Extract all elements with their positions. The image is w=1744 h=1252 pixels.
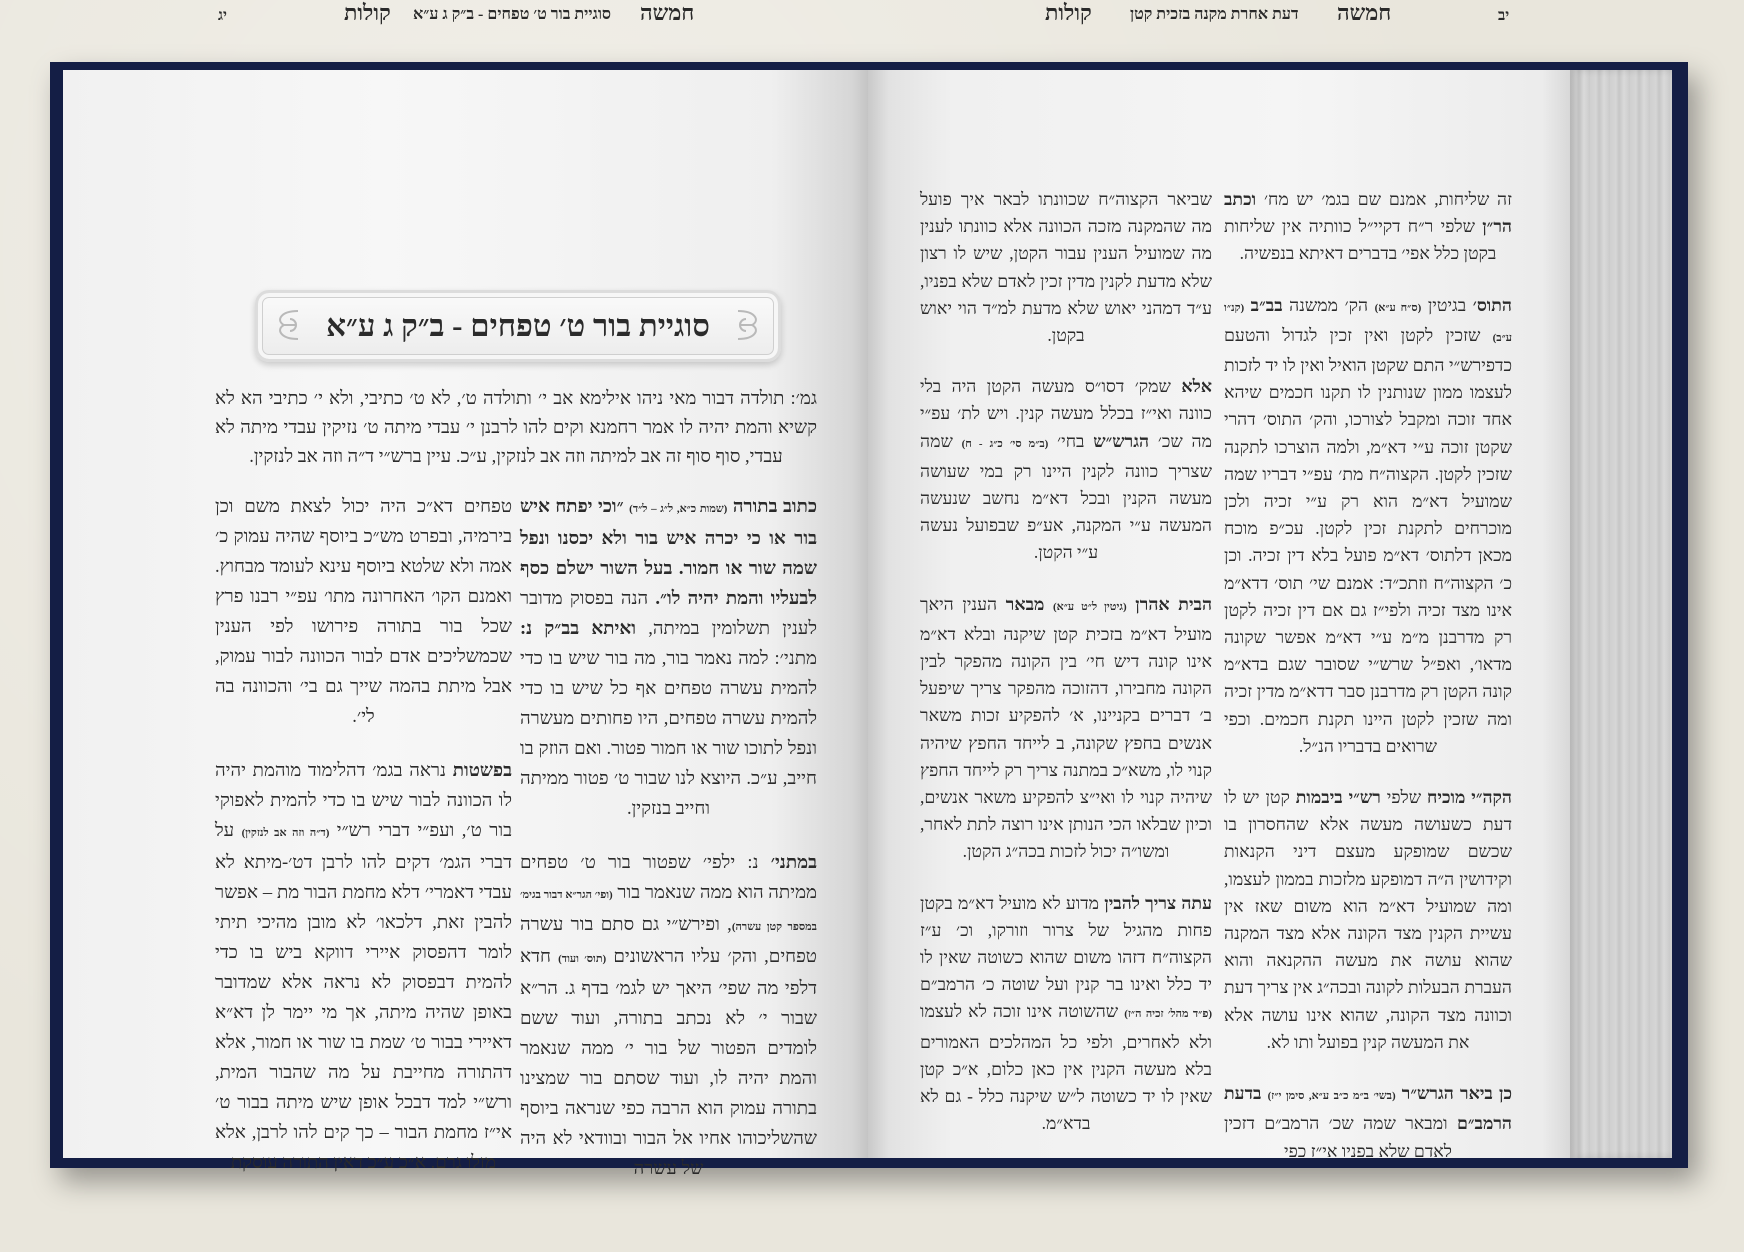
source-reference: (בשי׳ ב״מ כ״ב ע״א, סימן י״ז): [1267, 1090, 1396, 1103]
right-page-left-column: [920, 186, 1213, 1134]
body-text: שמה שצריך כוונה לקנין היינו רק במי שעושה מעשה הקנין ובכל דא״מ נחשב שנעשה המעשה ע״י המקנה, אע״פ שבפועל נעשה ע״י הקטן.: [920, 430, 1212, 563]
body-text: שהשוטה אינו זוכה לא לעצמו ולא לאחרים, ולפי כל המהלכים האמורים בלא מעשה הקנין אין כאן כלום, א״כ קטן שאין לו יד כשוטה ל״ש שיקנה כלל - גם לא בדא״מ.: [920, 1001, 1212, 1134]
section-title: סוגיית בור ט׳ טפחים - ב״ק ג ע״א: [326, 308, 710, 343]
bold-lead-text: בפשטות: [452, 761, 512, 781]
gemara-intro: גמ׳: תולדה דבור מאי ניהו אילימא אב י׳ ותולדה ט׳, לא ט׳ כתיבי, ולא י׳ כתיבי הא לא קשיא והמת יהיה לו אמר רחמנא וקים להו לרבנן י׳ עבדי מיתה ט׳ נזיקין עבדי מיתה לא עבדי, סוף סוף זה אב למיתה וזה אב לנזקין, ע״כ. עיין ברש״י ד״ה וזה אב לנזקין.: [215, 389, 817, 467]
body-text: הק׳ ממשנה: [1282, 294, 1375, 315]
page-number: יב: [1498, 8, 1510, 24]
bold-lead-text: במתני׳: [770, 853, 817, 873]
body-text: נראה בגמ׳ דהלימוד מוהמת יהיה לו הכוונה לבור שיש בו כדי להמית לאפוקי בור ט׳, ועפ״י דברי רש״י: [215, 761, 512, 841]
body-text: קטן יש לו דעת כשעושה מעשה אלא שהחסרון בו שכשם שמופקע מעצם דיני הקנאות וקידושין ה״ה דמופקע מלזכות בממון לעצמו, ומה שמועיל דא״מ הוא משום שאז אין עשיית הקנין מצד הקונה אלא מצד המקנה שהוא עושה את מעשה ההקנאה והוא העברת הבעלות לקונה ובכה״ג אין צריך דעת וכוונה מצד הקונה, שהוא אינו עושה אלא את המעשה קנין בפועל ותו לא.: [1224, 787, 1512, 1052]
paragraph: [520, 492, 817, 824]
bold-lead-text: בב״ב: [1250, 294, 1283, 315]
ornament-icon: [270, 307, 304, 343]
source-reference: (ב״מ סי׳ כ״ג - ח): [961, 437, 1049, 450]
paragraph: [920, 591, 1212, 866]
body-text: חדא דלפי מה שפי׳ היאך יש לגמ׳ בדף ג. הר״א שבור י׳ לא נכתב בתורה, ועוד ששם לומדים הפטור של בור י׳ ממה שנאמר והמת יהיה לו, ועוד שסתם בור שמצינו בתורה עמוק הוא הרבה כפי שנראה ביוסף שהשליכוהו אחיו אל הבור ובוודאי לא היה של עשרה: [520, 947, 817, 1179]
right-page-right-column: [1224, 186, 1512, 1161]
bold-lead-text: ואיתא בב״ק נ:: [520, 619, 637, 639]
page-edges: [1570, 70, 1672, 1158]
bold-lead-text: בדעת הרמב״ם: [1224, 1083, 1512, 1134]
paragraph: [920, 373, 1212, 566]
bold-lead-text: כן ביאר הגרש״ר: [1401, 1083, 1512, 1104]
source-reference: (קנ״ו ע״ב): [1224, 301, 1512, 344]
body-text: שמק׳ דסו״ס מעשה הקטן היה בלי כוונה ואי״ז בכלל מעשה קנין. ויש לת׳ עפ״י מה שכ׳: [920, 376, 1212, 451]
body-text: בחי׳: [1048, 430, 1094, 451]
source-reference: (גיטין ל״ט ע״א): [1053, 600, 1127, 613]
bold-lead-text: הקה״י מוכיח: [1427, 787, 1512, 808]
body-text: ומבאר שמה שכ׳ הרמב״ם דזכין לאדם שלא בפניו אי״ז כפי: [1224, 1113, 1457, 1161]
body-text: מתני׳: למה נאמר בור, מה בור שיש בו כדי להמית עשרה טפחים אף כל שיש בו כדי להמית עשרה טפחים, היו פחותים מעשרה ונפל לתוכו שור או חמור פטור. ואם הוזק בו חייב, ע״כ. היוצא לנו שבור ט׳ פטור ממיתה וחייב בנזקין.: [520, 649, 817, 819]
body-text: טפחים דא״כ היה יכול לצאת משם וכן בירמיה, ובפרט מש״כ ביוסף שהיה עמוק כ׳ אמה ולא שלטא ביוסף עינא לעומד מבחוץ. ואמנם הקו׳ האחרונה מתו׳ עפ״י רבנו פרץ שכל בור בתורה פירושו לפי הענין שכמשליכים אדם לבור הכוונה לבור עמוק, אבל מיתת בהמה שייך גם בי׳ והכוונה בה לי׳.: [215, 497, 512, 727]
series-title: קולות: [344, 0, 391, 25]
body-text: שזכין לקטן ואין זכין לגדול והטעם כדפירש״י התם שקטן הואיל ואין לו יד לזכות לעצמו ממון שנותנין לו תקנו חכמים שיהא אחד זוכה ומקבל לצורכו, והק׳ התוס׳ דהרי שקטן זוכה ע״י דא״מ, ולמה הוצרכו לתקנה שזכין לקטן. הקצוה״ח מת׳ עפ״י דבריו שמה שמועיל דא״מ הוא רק ע״י זכיה ולכן מוכרחים לתקנת זכין לקטן. עכ״פ מוכח מכאן דלתוס׳ דא״מ פועל בלא דין זכיה. וכן כ׳ הקצוה״ח וזתכ״ד: אמנם שי׳ תוס׳ דדא״מ אינו מצד זכיה ולפי״ז גם אם דין זכיה לקטן רק מדרבנן מ״מ ע״י דא״מ אפשר שקונה מדאו׳, ואפ״ל שרש״י שסובר שגם בדא״מ קונה הקטן רק מדרבנן סבר דדא״מ מדין זכיה ומה שזכין לקטן היינו תקנת חכמים. וכפי שרואים בדבריו הנ״ל.: [1224, 324, 1512, 756]
paragraph: [920, 890, 1212, 1138]
source-reference: (ד״ה וזה אב לנזקין): [241, 827, 330, 839]
page-number: יג: [218, 8, 227, 24]
paragraph: [520, 848, 817, 1184]
body-text: נ: ילפי׳ שפטור בור ט׳ טפחים ממיתה הוא ממה שנאמר בור: [520, 853, 817, 903]
body-text: שלפי: [1380, 787, 1427, 808]
left-page-right-column: [520, 492, 818, 1179]
source-reference: (פ״ד מהל׳ זכיה ה״ז): [1124, 1008, 1212, 1021]
body-text: הענין היאך מועיל דא״מ בזכית קטן שיקנה ובלא דא״מ אינו קונה דיש חי׳ בין הקונה מהפקר לבין הקונה מחבירו, דהזוכה מהפקר צריך שיפעל ב׳ דברים בקניינו, א׳ להפקיע זכות משאר אנשים בחפץ שקונה, ב לייחד החפץ שיהיה קנוי לו, משא״כ במתנה צריך רק לייחד החפץ שיהיה קנוי לו ואי״צ להפקיע משאר אנשים, וכיון שבלאו הכי הנותן אינו רוצה לתת לאחר, ומשו״ה יכול לזכות בכה״ג הקטן.: [920, 593, 1212, 862]
paragraph: [920, 186, 1212, 349]
body-text: , ופירש״י גם סתם בור עשרה טפחים, והק׳ עליו הראשונים: [520, 915, 817, 967]
source-reference: (ופי׳ הגר״א דבור בגימ׳ במספר קטן עשרה): [520, 889, 817, 933]
section-title-banner: [255, 290, 781, 362]
bold-lead-text: ״וכי יפתח איש בור או כי יכרה איש בור ולא יכסנו ונפל שמה שור או חמור. בעל השור ישלם כסף לבעליו והמת יהיה לו״.: [520, 497, 817, 609]
body-text: שביאר הקצוה״ח שכוונתו לבאר איך פועל מה שהמקנה מזכה הכוונה אלא כוונתו לענין מה שמועיל הענין עבור הקטן, שיש לו רצון שלא מדעת לקנין מדין זכין לאדם שלא בפניו, ע״ד דמהני יאוש שלא מדעת למ״ד הוי יאוש בקטן.: [920, 189, 1212, 346]
series-title: קולות: [1045, 0, 1092, 25]
body-text: הנה בפסוק מדובר לענין תשלומין במיתה,: [520, 589, 818, 639]
left-page-left-column: [215, 492, 512, 1173]
body-text: בגיטין: [1421, 294, 1473, 315]
body-text: [1044, 594, 1053, 614]
paragraph: [1224, 1080, 1512, 1165]
body-text: זה שליחות, אמנם שם בגמ׳ יש מח׳: [1256, 189, 1512, 209]
bold-lead-text: הגרש״ש: [1093, 430, 1150, 451]
book-title: חמשה: [1337, 0, 1392, 25]
bold-lead-text: התוס׳: [1472, 294, 1512, 315]
paragraph: [1224, 784, 1512, 1056]
source-reference: (ס״ח ע״א): [1374, 301, 1422, 314]
bold-lead-text: מבאר: [1005, 593, 1045, 614]
bold-lead-text: אלא: [1181, 376, 1212, 397]
paragraph: [1224, 292, 1512, 760]
bold-lead-text: וכתב הר״ן: [1224, 189, 1512, 237]
body-text: [1127, 594, 1136, 614]
paragraph: [215, 756, 512, 1178]
book-title: חמשה: [640, 0, 695, 25]
source-reference: (שמות כ״א, ל״ג – ל״ד): [629, 503, 728, 515]
bold-lead-text: רש״י ביבמות: [1295, 787, 1381, 808]
bold-lead-text: כתוב בתורה: [732, 497, 817, 517]
bold-lead-text: הבית אהרן: [1135, 593, 1213, 614]
paragraph: [215, 492, 512, 732]
bold-lead-text: עתה צריך להבין: [1104, 892, 1212, 913]
chapter-title: סוגיית בור ט׳ טפחים - ב״ק ג ע״א: [413, 6, 612, 23]
body-text: מדוע לא מועיל דא״מ בקטן פחות מהגיל של צרור וזורקו, וכ׳ ע״ז הקצוה״ח דזהו משום שהוא כשוטה שאין לו יד כלל ואינו בר קנין ועל שוטה כ׳ הרמב״ם: [920, 892, 1212, 995]
body-text: שלפי ר״ח דקיי״ל כוותיה אין שליחות בקטן כלל אפי׳ בדברים דאיתא בנפשיה.: [1224, 216, 1497, 264]
source-reference: (תוס׳ ועוד): [558, 953, 607, 965]
body-text: על דברי הגמ׳ דקים להו לרבן דט׳-מיתא לא עבדי דאמרי׳ דלא מחמת הבור מת – אפשר להבין זאת, דלכאו׳ לא מובן מהיכי תיתי לומר דהפסוק איירי דווקא ביש בו כדי להמית דבפסוק לא נראה אלא שמדובר באופן שהיה מיתה, אך מי יימר לן דא״א דאיירי בבור ט׳ שמת בו שור או חמור, אלא דהתורה מחייבת על מה שהבור המית, ורש״י למד דבכל אופן שיש מיתה בבור ט׳ אי״ז מחמת הבור – כך קים להו לרבן, אלא מזלו גרם. א״כ ע״כ דאין התורה עוסקת: [215, 821, 512, 1173]
chapter-title: דעת אחרת מקנה בזכית קטן: [1130, 6, 1299, 23]
paragraph: [1224, 186, 1512, 268]
ornament-icon: [732, 307, 766, 343]
